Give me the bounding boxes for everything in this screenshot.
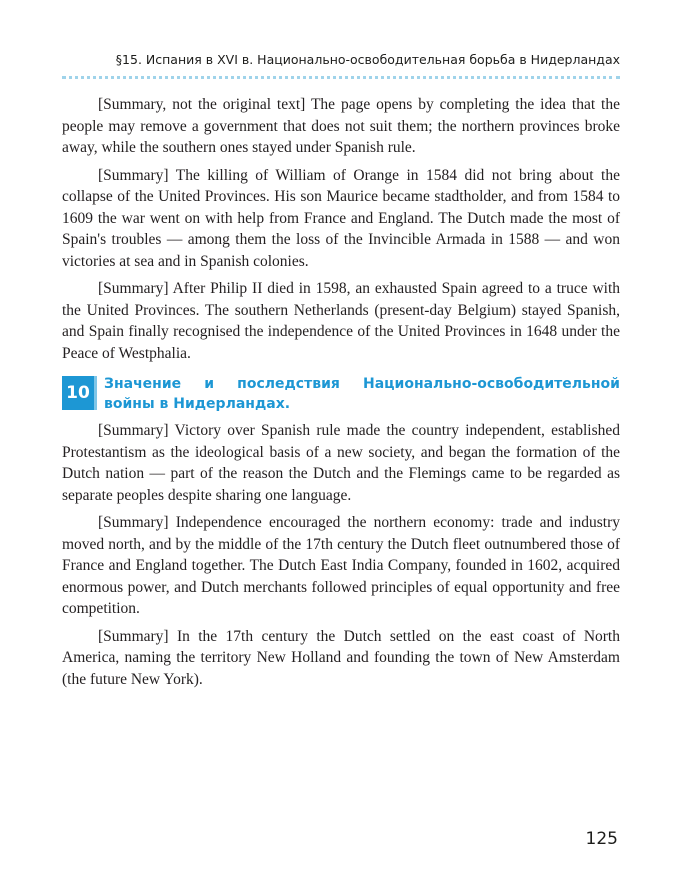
paragraph: [Summary] Victory over Spanish rule made the country independent, established Protestantism as the ideological basis of a new society, and began the formation of the Dutch nation — part of the reason the Dutch and the Flemings came to be regarded as separate peoples despite sharing one language. [62, 422, 620, 504]
section-heading: Значение и последствия Национально-освободительной войны в Нидерландах. [104, 376, 620, 412]
body-text [62, 94, 620, 696]
header-dotted-rule [62, 76, 620, 79]
paragraph: [Summary] In the 17th century the Dutch settled on the east coast of North America, naming the territory New Holland and founding the town of New Amsterdam (the future New York). [62, 627, 620, 688]
paragraph: [Summary] Independence encouraged the northern economy: trade and industry moved north, and by the middle of the 17th century the Dutch fleet outnumbered those of France and England together. The Dutch East India Company, founded in 1602, acquired enormous power, and Dutch merchants followed principles of equal opportunity and free competition. [62, 514, 620, 617]
paragraph: [Summary] After Philip II died in 1598, an exhausted Spain agreed to a truce with the United Provinces. The southern Netherlands (present-day Belgium) stayed Spanish, and Spain finally recognised the independence of the United Provinces in 1648 under the Peace of Westphalia. [62, 280, 620, 362]
running-header: §15. Испания в XVI в. Национально-освободительная борьба в Нидерландах [115, 52, 620, 67]
paragraph: [Summary, not the original text] The page opens by completing the idea that the people may remove a government that does not suit them; the northern provinces broke away, while the southern ones stayed under Spanish rule. [62, 96, 620, 156]
section-10 [62, 374, 620, 690]
paragraph: [Summary] The killing of William of Orange in 1584 did not bring about the collapse of the United Provinces. His son Maurice became stadtholder, and from 1584 to 1609 the war went on with help from France and England. The Dutch made the most of Spain's troubles — among them the loss of the Invincible Armada in 1588 — and won victories at sea and in Spanish colonies. [62, 166, 620, 270]
section-number-badge: 10 [62, 376, 97, 410]
page-number: 125 [585, 829, 618, 849]
